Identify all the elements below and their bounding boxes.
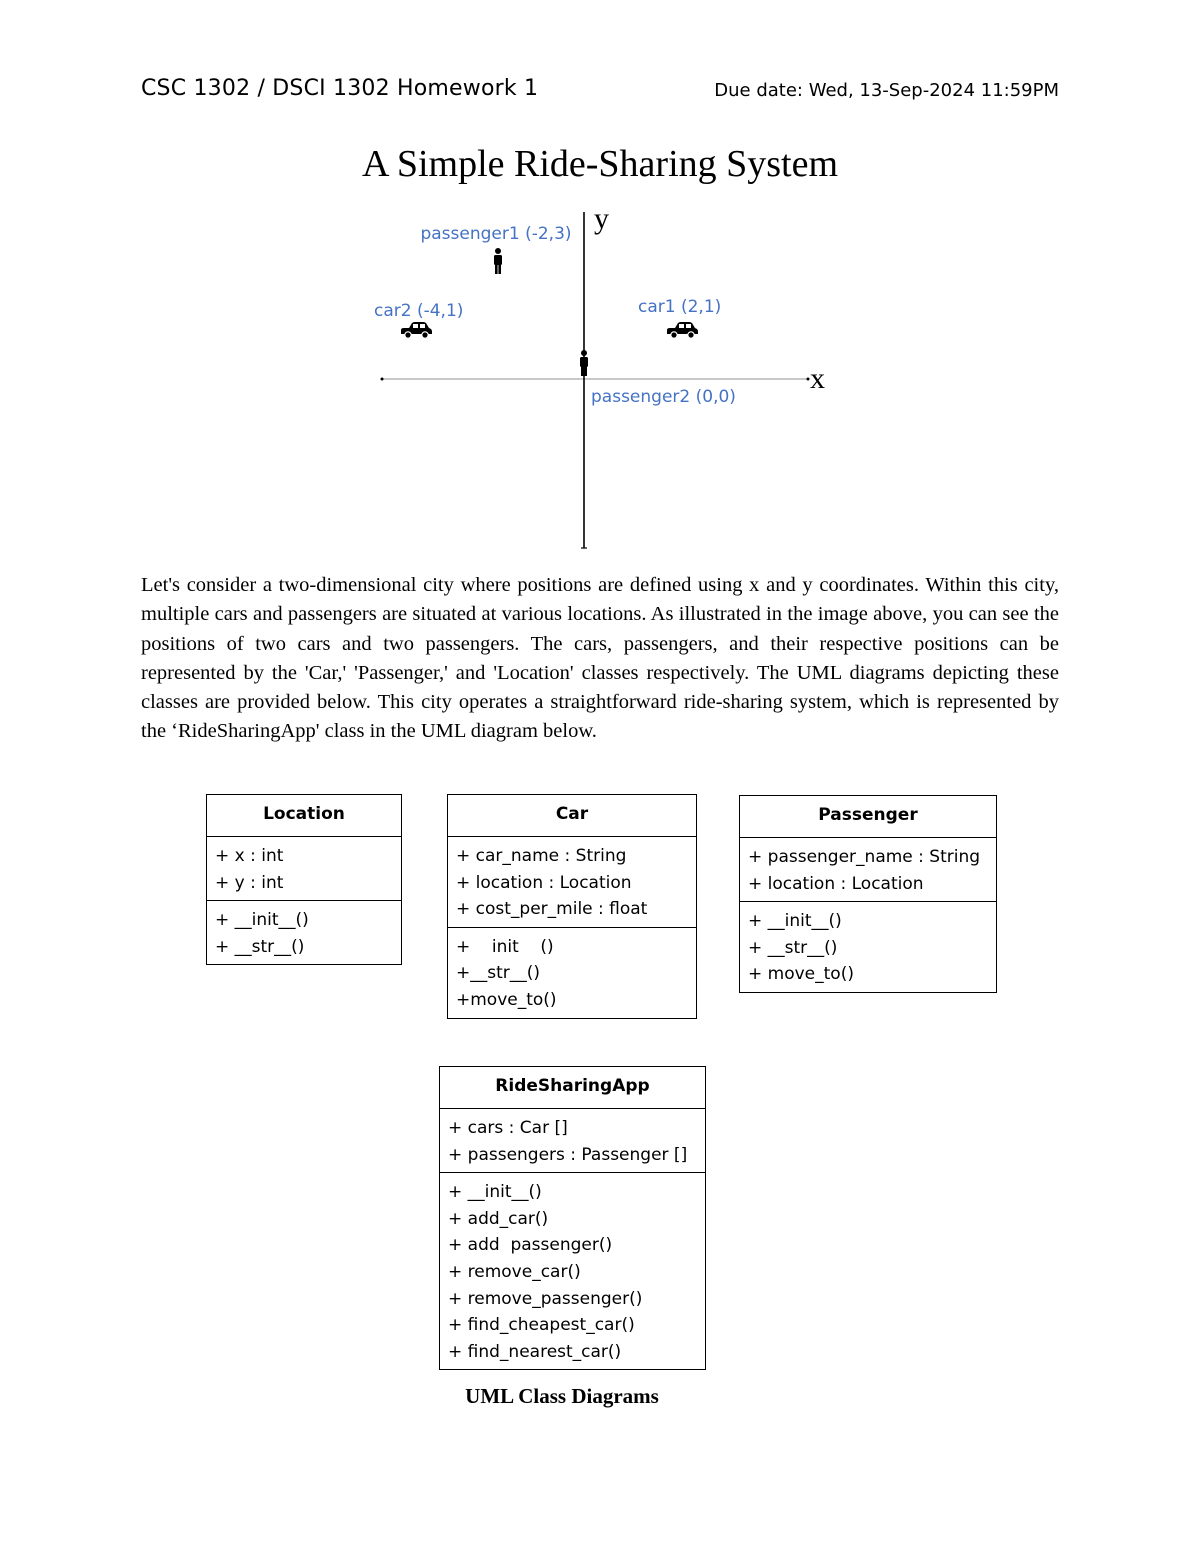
attribute: + cars : Car []	[448, 1118, 568, 1138]
car2-label: car2 (-4,1)	[374, 301, 464, 321]
method: + move_to()	[748, 964, 854, 985]
class-name: Car	[448, 795, 696, 837]
x-axis-label: x	[810, 362, 825, 395]
intro-paragraph: Let's consider a two-dimensional city where positions are defined using x and y coordinates. Within this city, multiple cars and passengers are situated at various locations. As illustrated in the image above, you can see the positions of two cars and two passengers. The cars, passengers, and their respective positions can be represented by the 'Car,' 'Passenger,' and 'Location' classes respectively. The UML diagrams depicting these classes are provided below. This city operates a straightforward ride-sharing system, which is represented by the ‘RideSharingApp' class in the UML diagram below.	[141, 574, 1059, 743]
method: + __str__()	[215, 936, 305, 957]
passenger2-label: passenger2 (0,0)	[591, 387, 736, 407]
class-name: Location	[207, 795, 401, 837]
attribute: + passengers : Passenger []	[448, 1144, 688, 1165]
attribute: + y : int	[215, 872, 284, 893]
method: + remove_car()	[448, 1261, 581, 1282]
method: + find_cheapest_car()	[448, 1315, 635, 1336]
attribute: + location : Location	[748, 873, 924, 894]
coordinate-diagram	[350, 200, 850, 560]
attributes-section	[440, 1109, 705, 1172]
uml-car-class	[447, 794, 697, 1019]
methods-section	[740, 901, 996, 992]
class-name: Passenger	[740, 796, 996, 838]
method: + __str__()	[748, 937, 838, 958]
attributes-section	[740, 838, 996, 901]
method: + find_nearest_car()	[448, 1341, 622, 1362]
uml-passenger-class	[739, 795, 997, 993]
passenger1-label: passenger1 (-2,3)	[420, 224, 572, 244]
attribute: + car_name : String	[456, 846, 627, 866]
uml-location-class	[206, 794, 402, 965]
method: + init ()	[456, 936, 554, 957]
passenger1-person-icon	[494, 248, 502, 274]
methods-section	[448, 927, 696, 1018]
method: + __init__()	[448, 1182, 542, 1203]
uml-ridesharingapp-class	[439, 1066, 706, 1370]
attribute: + x : int	[215, 846, 284, 866]
attributes-section	[448, 837, 696, 927]
x-axis-end-dot	[381, 378, 384, 381]
due-date: Due date: Wed, 13-Sep-2024 11:59PM	[714, 80, 1059, 101]
method: + add passenger()	[448, 1235, 613, 1256]
class-name: RideSharingApp	[440, 1067, 705, 1109]
method: +move_to()	[456, 989, 557, 1010]
methods-section	[440, 1172, 705, 1369]
car2-car-icon	[401, 322, 432, 338]
method: + remove_passenger()	[448, 1288, 643, 1309]
methods-section	[207, 900, 401, 964]
attribute: + cost_per_mile : float	[456, 899, 648, 920]
method: + add_car()	[448, 1208, 549, 1229]
y-axis-label: y	[594, 202, 609, 235]
car1-car-icon	[667, 322, 698, 338]
course-title: CSC 1302 / DSCI 1302 Homework 1	[141, 76, 539, 101]
attribute: + location : Location	[456, 872, 632, 893]
car1-label: car1 (2,1)	[638, 297, 722, 317]
attributes-section	[207, 837, 401, 900]
attribute: + passenger_name : String	[748, 847, 981, 867]
uml-caption: UML Class Diagrams	[465, 1384, 659, 1408]
method: +__str__()	[456, 963, 541, 984]
page-title: A Simple Ride-Sharing System	[361, 143, 839, 185]
method: + __init__()	[748, 911, 842, 932]
method: + __init__()	[215, 910, 309, 931]
